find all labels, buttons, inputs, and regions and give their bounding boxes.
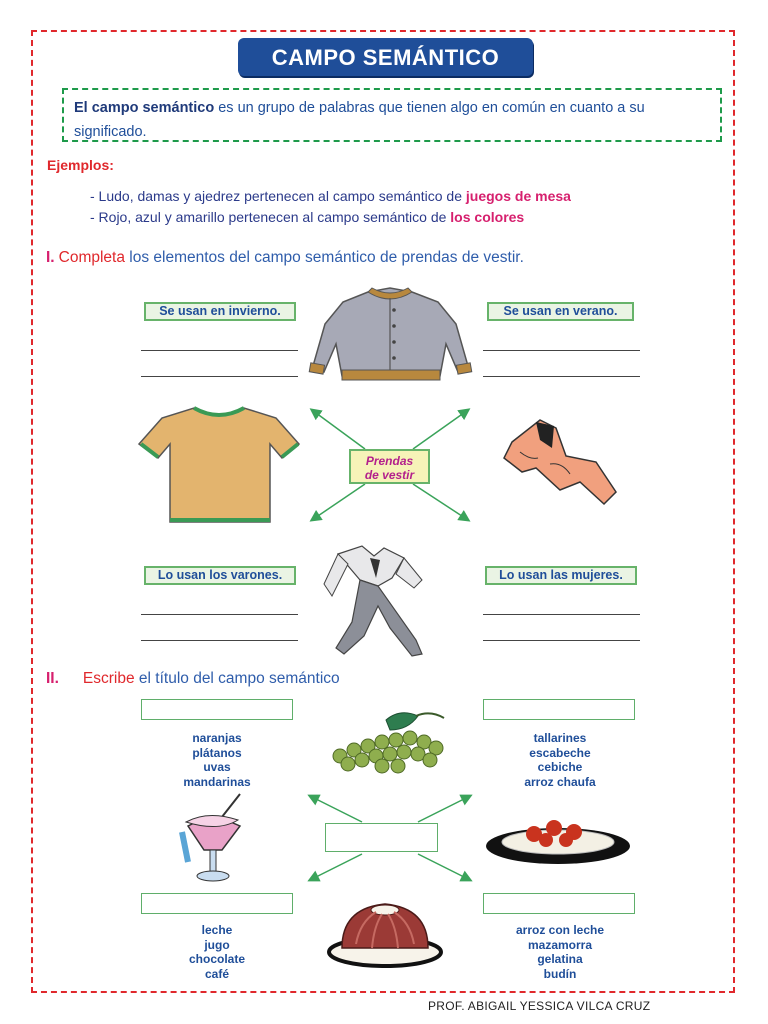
- section-2-instruction: [46, 670, 340, 688]
- example-1-highlight: juegos de mesa: [465, 188, 571, 204]
- grapes-illustration: [320, 708, 450, 776]
- example-2-highlight: los colores: [450, 209, 525, 225]
- section-1-text: los elementos del campo semántico de prendas de vestir.: [124, 249, 524, 266]
- list-item: jugo: [204, 937, 230, 952]
- list-item: arroz chaufa: [524, 774, 596, 789]
- sweater-illustration: [308, 284, 473, 389]
- spaghetti-illustration: [484, 808, 632, 866]
- section-1-number: I.: [46, 249, 55, 266]
- milkshake-illustration: [178, 792, 246, 884]
- center-label-line-1: Prendas: [365, 454, 414, 468]
- example-2-text: - Rojo, azul y amarillo pertenecen al campo semántico de: [90, 209, 451, 225]
- word-list-drinks: [137, 923, 297, 981]
- list-item: plátanos: [192, 745, 242, 760]
- list-item: arroz con leche: [515, 923, 605, 937]
- list-item: budín: [543, 966, 577, 981]
- footer-author: PROF. ABIGAIL YESSICA VILCA CRUZ: [428, 999, 651, 1013]
- title-box-fruits[interactable]: [141, 699, 293, 720]
- definition-term: El campo semántico: [74, 100, 215, 116]
- section-2-text: el título del campo semántico: [134, 670, 340, 687]
- word-list-desserts: [480, 923, 640, 981]
- suit-illustration: [318, 544, 438, 660]
- center-label-line-2: de vestir: [364, 468, 415, 482]
- tshirt-illustration: [136, 404, 302, 526]
- list-item: cebiche: [537, 760, 583, 774]
- center-label-prendas: [349, 449, 430, 484]
- definition-text: es un grupo de palabras que tienen algo en común en cuanto a su significado.: [74, 100, 645, 140]
- list-item: mazamorra: [527, 937, 593, 952]
- label-winter: Se usan en invierno.: [144, 302, 296, 321]
- list-item: mandarinas: [183, 774, 251, 789]
- label-men: Lo usan los varones.: [144, 566, 296, 585]
- list-item: uvas: [203, 760, 231, 774]
- word-list-fruits: [137, 731, 297, 789]
- label-women: Lo usan las mujeres.: [485, 566, 637, 585]
- title-box-center[interactable]: [325, 823, 438, 852]
- list-item: gelatina: [537, 952, 583, 966]
- list-item: café: [204, 966, 230, 981]
- example-1-text: - Ludo, damas y ajedrez pertenecen al campo semántico de: [90, 188, 466, 204]
- list-item: escabeche: [529, 745, 591, 760]
- section-2-verb: Escribe: [82, 670, 135, 687]
- word-list-dishes: [480, 731, 640, 789]
- list-item: naranjas: [192, 731, 242, 745]
- pudding-illustration: [326, 896, 444, 970]
- title-box-drinks[interactable]: [141, 893, 293, 914]
- blouse-illustration: [500, 412, 620, 508]
- label-summer: Se usan en verano.: [487, 302, 634, 321]
- list-item: chocolate: [188, 952, 245, 966]
- list-item: tallarines: [533, 731, 587, 745]
- title-box-dishes[interactable]: [483, 699, 635, 720]
- section-1-verb: Completa: [58, 249, 125, 266]
- title-box-desserts[interactable]: [483, 893, 635, 914]
- examples-heading: Ejemplos:: [47, 157, 114, 173]
- list-item: leche: [201, 923, 233, 937]
- page-title: CAMPO SEMÁNTICO: [238, 38, 533, 76]
- section-2-number: II.: [46, 670, 59, 687]
